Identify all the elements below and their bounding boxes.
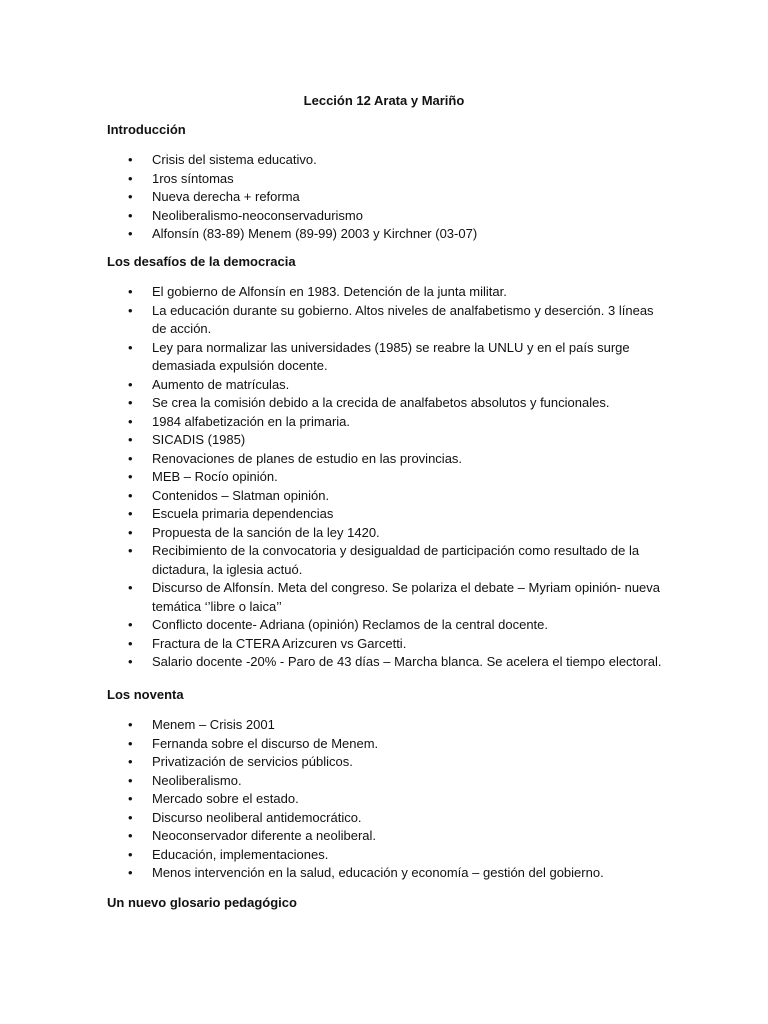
list-item: [107, 487, 667, 506]
list-item-text: Neoliberalismo.: [152, 772, 242, 788]
list-item: [107, 579, 667, 616]
list-item: [107, 450, 667, 469]
list-item: [107, 302, 667, 339]
list-item: [107, 635, 667, 654]
bullet-icon: •: [128, 543, 133, 558]
list-item: [107, 753, 667, 772]
list-item: [107, 827, 667, 846]
list-item: [107, 616, 667, 635]
bullet-icon: •: [128, 524, 133, 540]
bullet-list: [107, 151, 667, 244]
list-item-text: 1984 alfabetización en la primaria.: [152, 413, 351, 429]
bullet-icon: •: [128, 413, 133, 429]
section-heading: Los noventa: [107, 687, 184, 702]
bullet-icon: •: [128, 506, 133, 521]
list-item: [107, 790, 667, 809]
list-item: [107, 413, 667, 432]
list-item-text: Mercado sobre el estado.: [152, 791, 299, 806]
bullet-icon: •: [128, 865, 133, 880]
bullet-icon: •: [128, 754, 133, 769]
bullet-icon: •: [128, 189, 133, 204]
section-introduccion: [107, 121, 667, 244]
list-item: [107, 225, 667, 244]
bullet-icon: •: [128, 450, 133, 466]
list-item: [107, 542, 667, 579]
list-item-text: Contenidos – Slatman opinión.: [152, 487, 330, 503]
bullet-icon: •: [128, 432, 133, 447]
list-item-text: Menos intervención en la salud, educación y economía – gestión del gobierno.: [152, 865, 604, 880]
section-glosario-pedagogico: [107, 894, 667, 924]
list-item: [107, 716, 667, 735]
list-item: [107, 772, 667, 791]
bullet-icon: •: [128, 469, 133, 484]
bullet-icon: •: [128, 376, 133, 392]
bullet-icon: •: [128, 339, 133, 355]
bullet-icon: •: [128, 654, 133, 669]
list-item: [107, 151, 667, 170]
list-item: [107, 431, 667, 450]
bullet-icon: •: [128, 617, 133, 632]
list-item-text: Alfonsín (83-89) Menem (89-99) 2003 y Kirchner (03-07): [152, 226, 478, 241]
list-item-text: Propuesta de la sanción de la ley 1420.: [152, 524, 380, 540]
list-item-text: SICADIS (1985): [152, 432, 246, 447]
list-item: [107, 505, 667, 524]
list-item: [107, 653, 667, 672]
list-item-text: Discurso neoliberal antidemocrático.: [152, 809, 362, 825]
list-item: [107, 188, 667, 207]
list-item-text: Se crea la comisión debido a la crecida de analfabetos absolutos y funcionales.: [152, 395, 610, 410]
bullet-icon: •: [128, 580, 133, 595]
list-item-text: Salario docente -20% - Paro de 43 días – Marcha blanca. Se acelera el tiempo electoral.: [152, 654, 662, 669]
list-item: [107, 394, 667, 413]
list-item-text: Menem – Crisis 2001: [152, 717, 275, 732]
list-item-text: Neoconservador diferente a neoliberal.: [152, 828, 377, 843]
list-item-text: 1ros síntomas: [152, 170, 234, 186]
list-item-text: Conflicto docente- Adriana (opinión) Reclamos de la central docente.: [152, 617, 549, 632]
bullet-icon: •: [128, 226, 133, 241]
list-item-text: Aumento de matrículas.: [152, 376, 290, 392]
list-item-text: La educación durante su gobierno. Altos niveles de analfabetismo y deserción. 3 líneas de acción.: [152, 302, 654, 336]
bullet-icon: •: [128, 735, 133, 751]
list-item: [107, 524, 667, 543]
list-item-text: Escuela primaria dependencias: [152, 506, 334, 521]
bullet-icon: •: [128, 487, 133, 503]
section-desafios-democracia: [107, 253, 667, 672]
bullet-icon: •: [128, 717, 133, 732]
bullet-list: [107, 716, 667, 883]
bullet-icon: •: [128, 395, 133, 410]
list-item-text: El gobierno de Alfonsín en 1983. Detención de la junta militar.: [152, 284, 507, 299]
list-item: [107, 339, 667, 376]
list-item-text: Crisis del sistema educativo.: [152, 152, 317, 167]
list-item-text: Ley para normalizar las universidades (1985) se reabre la UNLU y en el país surge demasiada expulsión docente.: [152, 339, 630, 373]
bullet-icon: •: [128, 170, 133, 186]
list-item-text: Fernanda sobre el discurso de Menem.: [152, 735, 379, 751]
list-item-text: Nueva derecha + reforma: [152, 189, 300, 204]
bullet-icon: •: [128, 772, 133, 788]
document-title: Lección 12 Arata y Mariño: [303, 93, 465, 108]
list-item-text: MEB – Rocío opinión.: [152, 469, 278, 484]
list-item-text: Fractura de la CTERA Arizcuren vs Garcetti.: [152, 635, 407, 651]
list-item: [107, 376, 667, 395]
list-item-text: Neoliberalismo-neoconservadurismo: [152, 207, 363, 223]
bullet-icon: •: [128, 809, 133, 825]
list-item-text: Privatización de servicios públicos.: [152, 754, 353, 769]
section-heading: Los desafíos de la democracia: [107, 254, 296, 269]
list-item: [107, 283, 667, 302]
list-item-text: Educación, implementaciones.: [152, 846, 329, 862]
bullet-list: [107, 283, 667, 672]
list-item-text: Discurso de Alfonsín. Meta del congreso. Se polariza el debate – Myriam opinión- nueva temática ‘’libre o laica’’: [152, 580, 661, 614]
list-item: [107, 170, 667, 189]
section-los-noventa: [107, 686, 667, 883]
bullet-icon: •: [128, 791, 133, 806]
list-item: [107, 207, 667, 226]
list-item: [107, 809, 667, 828]
list-item: [107, 468, 667, 487]
list-item: [107, 864, 667, 883]
bullet-icon: •: [128, 828, 133, 843]
list-item-text: Recibimiento de la convocatoria y desigualdad de participación como resultado de la dictadura, la iglesia actuó.: [152, 543, 640, 577]
bullet-icon: •: [128, 152, 133, 167]
bullet-icon: •: [128, 284, 133, 299]
section-heading: Un nuevo glosario pedagógico: [107, 895, 297, 910]
list-item-text: Renovaciones de planes de estudio en las provincias.: [152, 450, 463, 466]
bullet-icon: •: [128, 207, 133, 223]
section-heading: Introducción: [107, 122, 186, 137]
list-item: [107, 846, 667, 865]
bullet-icon: •: [128, 302, 133, 318]
bullet-icon: •: [128, 846, 133, 862]
bullet-icon: •: [128, 635, 133, 651]
list-item: [107, 735, 667, 754]
